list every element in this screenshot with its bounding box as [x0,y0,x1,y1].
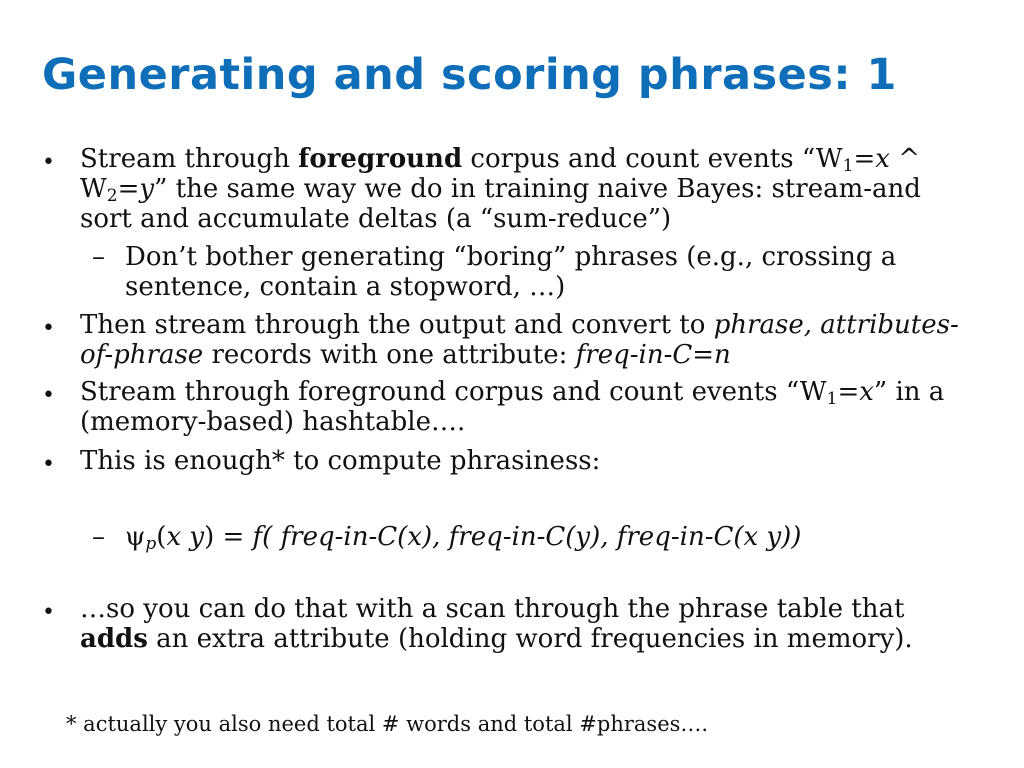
sub-bullet-1-line-2: sentence, contain a stopword, …) [125,272,566,302]
bullet-2-line-2: of-phrase records with one attribute: freq-in-C=n [80,340,731,370]
bullet-3-line-2: (memory-based) hashtable…. [80,407,466,437]
bullet-2-line-1: Then stream through the output and convert to phrase, attributes- [80,310,959,340]
bullet-marker: • [42,316,55,341]
bullet-5-line-2: adds an extra attribute (holding word frequencies in memory). [80,624,913,654]
dash-marker: – [92,522,105,552]
slide-title: Generating and scoring phrases: 1 [42,50,897,100]
bullet-1-line-3: sort and accumulate deltas (a “sum-reduce”) [80,204,672,234]
bullet-marker: • [42,150,55,175]
phrasiness-formula: $\psi_p(x$ y) = f( freq-in-C(x), freq-in-C(y), freq-in-C(x y)) [125,522,802,554]
dash-marker: – [92,242,105,272]
psi-symbol: ψ [125,522,146,552]
sub-bullet-1-line-1: Don’t bother generating “boring” phrases (e.g., crossing a [125,242,897,272]
emphasis-foreground: foreground [298,144,463,174]
bullet-5-line-1: …so you can do that with a scan through the phrase table that [80,594,905,624]
footnote: * actually you also need total # words and total #phrases…. [66,712,709,736]
bullet-4-line-1: This is enough* to compute phrasiness: [80,446,601,476]
bullet-marker: • [42,600,55,625]
bullet-1-line-1: Stream through foreground corpus and count events “$W_1=x$ ^ [80,144,920,176]
bullet-1-line-2: $W_2=y$” the same way we do in training naive Bayes: stream-and [80,174,921,206]
bullet-marker: • [42,452,55,477]
bullet-3-line-1: Stream through foreground corpus and count events “$W_1=x$” in a [80,377,945,409]
emphasis-adds: adds [80,624,148,654]
bullet-marker: • [42,383,55,408]
